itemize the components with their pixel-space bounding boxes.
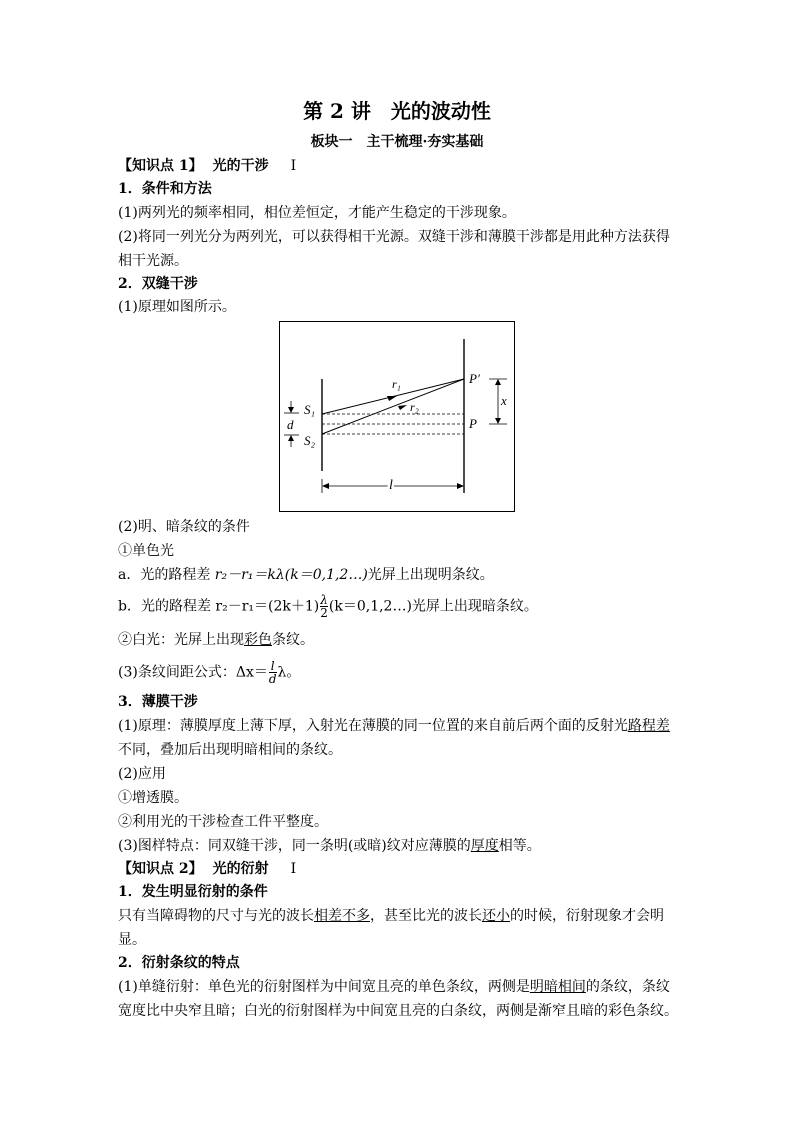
spacing-fraction-num: l xyxy=(270,659,275,673)
dark-post: (k＝0,1,2…)光屏上出现暗条纹。 xyxy=(328,598,538,615)
section-subtitle: 板块一 主干梳理·夯实基础 xyxy=(310,134,484,150)
white-light xyxy=(118,630,314,650)
diff-u2: 还小 xyxy=(482,908,510,924)
kp1-topic: 光的干涉 xyxy=(212,158,269,174)
diff-t1: 只有当障碍物的尺寸与光的波长 xyxy=(118,908,314,924)
knowledge-point-1 xyxy=(118,156,296,176)
fringe-spacing-formula xyxy=(118,660,300,685)
application-2: ②利用光的干涉检查工件平整度。 xyxy=(118,814,328,830)
diff-t3: 的时候，衍射现象才会明 xyxy=(510,908,664,924)
bright-pre: a．光的路程差 xyxy=(118,567,215,583)
x-arrowhead-top xyxy=(495,379,501,385)
paragraph-single-slit-1 xyxy=(118,977,670,997)
spacing-fraction-den: d xyxy=(268,672,277,686)
kp1-label: 【知识点 1】 xyxy=(118,158,203,174)
page-title: 第 2 讲 光的波动性 xyxy=(303,99,491,123)
white-pre: ②白光：光屏上出现 xyxy=(118,632,244,648)
label-s1: S₁ xyxy=(304,402,316,417)
diff-u1: 相差不多 xyxy=(314,908,370,924)
paragraph-single-slit-2: 宽度比中央窄且暗；白光的衍射图样为中间宽且亮的白条纹，两侧是渐窄且暗的彩色条纹。 xyxy=(118,1003,678,1019)
thin-film-underlined: 路程差 xyxy=(627,718,670,734)
heading-diffraction-condition: 1．发生明显衍射的条件 xyxy=(118,884,268,900)
dark-fraction-den: 2 xyxy=(320,606,328,620)
pattern-pre: (3)图样特点：同双缝干涉，同一条明(或暗)纹对应薄膜的 xyxy=(118,838,471,854)
heading-conditions: 1．条件和方法 xyxy=(118,181,212,197)
label-s2: S₂ xyxy=(304,433,316,448)
dark-fringe-condition xyxy=(118,594,538,619)
label-r1: r₁ xyxy=(392,377,401,391)
paragraph-conditions-1: (1)两列光的频率相同，相位差恒定，才能产生稳定的干涉现象。 xyxy=(118,205,516,221)
ray-r2-arrow xyxy=(398,405,407,410)
label-x: x xyxy=(501,393,507,408)
single-slit-post: 的条纹，条纹 xyxy=(585,979,670,995)
dark-fraction xyxy=(320,594,328,619)
paragraph-pattern xyxy=(118,836,541,856)
paragraph-application: (2)应用 xyxy=(118,766,166,782)
application-1: ①增透膜。 xyxy=(118,790,188,806)
kp1-level: Ⅰ xyxy=(290,158,297,174)
heading-double-slit: 2．双缝干涉 xyxy=(118,276,198,292)
label-p: P xyxy=(469,416,477,431)
x-arrowhead-bottom xyxy=(495,418,501,424)
spacing-pre: (3)条纹间距公式：Δx＝ xyxy=(118,664,268,681)
label-d: d xyxy=(287,417,294,432)
white-post: 条纹。 xyxy=(272,632,314,648)
kp2-level: Ⅰ xyxy=(290,861,297,877)
label-p-prime: P′ xyxy=(469,371,480,386)
knowledge-point-2 xyxy=(118,859,296,879)
paragraph-principle: (1)原理如图所示。 xyxy=(118,299,236,315)
diff-t2: ，甚至比光的波长 xyxy=(370,908,482,924)
pattern-post: 相等。 xyxy=(498,838,541,854)
dark-pre: b．光的路程差 r₂－r₁＝(2k＋1) xyxy=(118,598,320,615)
single-slit-underlined: 明暗相间 xyxy=(529,979,586,995)
kp2-label: 【知识点 2】 xyxy=(118,861,203,877)
ray-r1-arrow xyxy=(387,396,397,401)
single-slit-pre: (1)单缝衍射：单色光的衍射图样为中间宽且亮的单色条纹，两侧是 xyxy=(118,979,530,995)
heading-diffraction-features: 2．衍射条纹的特点 xyxy=(118,955,240,971)
l-arrowhead-left xyxy=(322,483,329,489)
double-slit-diagram xyxy=(279,321,515,512)
spacing-post: λ。 xyxy=(277,664,301,681)
d-arrowhead-bottom xyxy=(288,435,294,441)
white-underlined: 彩色 xyxy=(244,632,272,648)
paragraph-conditions-2b: 相干光源。 xyxy=(118,253,188,269)
thin-film-text: (1)原理：薄膜厚度上薄下厚，入射光在薄膜的同一位置的来自前后两个面的反射光 xyxy=(118,718,628,734)
bright-fringe-condition xyxy=(118,565,494,585)
pattern-underlined: 厚度 xyxy=(470,838,499,854)
paragraph-thin-film-1a xyxy=(118,716,670,736)
label-l: l xyxy=(389,478,393,493)
monochromatic-light: ①单色光 xyxy=(118,543,174,559)
paragraph-conditions-2a: (2)将同一列光分为两列光，可以获得相干光源。双缝干涉和薄膜干涉都是用此种方法获得 xyxy=(118,229,670,245)
l-arrowhead-right xyxy=(457,483,464,489)
bright-formula: r₂－r₁＝kλ(k＝0,1,2…) xyxy=(214,567,368,583)
label-r2: r₂ xyxy=(410,400,419,414)
paragraph-diffraction-1 xyxy=(118,906,664,926)
kp2-topic: 光的衍射 xyxy=(212,861,269,877)
spacing-fraction xyxy=(269,660,277,685)
d-arrowhead-top xyxy=(288,407,294,413)
paragraph-fringe-conditions: (2)明、暗条纹的条件 xyxy=(118,519,250,535)
bright-post: 光屏上出现明条纹。 xyxy=(367,567,494,583)
heading-thin-film: 3．薄膜干涉 xyxy=(118,694,198,710)
paragraph-thin-film-1b: 不同，叠加后出现明暗相间的条纹。 xyxy=(118,742,342,758)
dark-fraction-num: λ xyxy=(320,593,328,607)
paragraph-diffraction-2: 显。 xyxy=(118,932,146,948)
